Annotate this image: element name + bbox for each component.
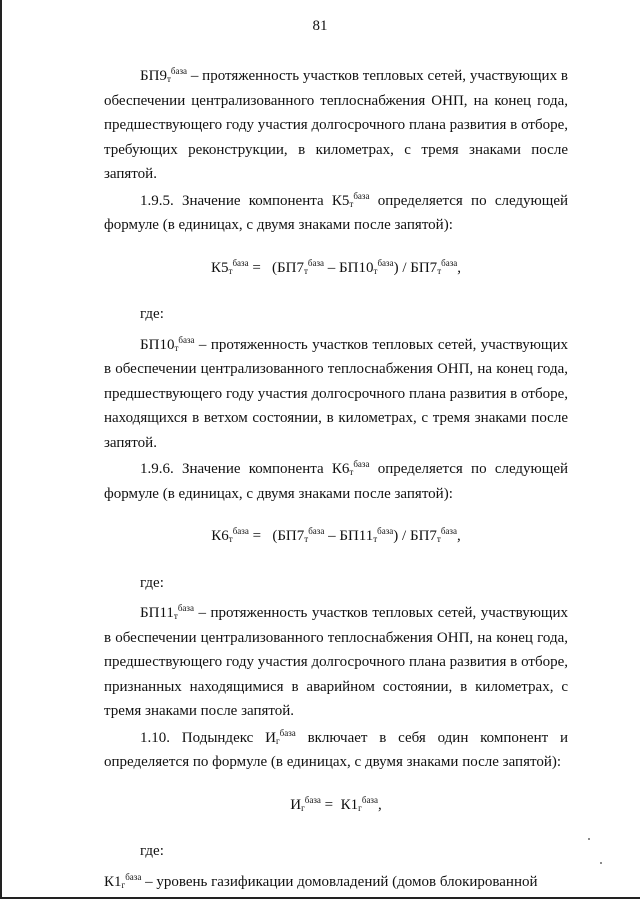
definition-bp11: [104, 601, 568, 724]
formula-k6: [104, 524, 568, 549]
subscript: т: [166, 74, 171, 84]
superscript: база: [178, 334, 195, 345]
subscript: г: [358, 802, 362, 813]
superscript: база: [279, 727, 296, 738]
formula-end: ,: [457, 259, 461, 276]
formula-term: БП7: [277, 528, 305, 544]
subscript: т: [228, 265, 233, 276]
subscript: т: [303, 265, 308, 276]
subscript: т: [173, 611, 178, 621]
definition-text: – уровень газификации домовладений (домов блокированной: [141, 873, 538, 890]
section-number: 1.10.: [140, 729, 170, 746]
section-intro: Значение компонента: [182, 192, 332, 209]
subscript: т: [304, 534, 309, 544]
subscript: г: [301, 802, 305, 813]
superscript: база: [177, 603, 194, 613]
formula-i: [104, 793, 568, 818]
section-intro: Значение компонента: [182, 461, 332, 477]
subscript: т: [373, 265, 378, 276]
superscript: база: [232, 526, 249, 536]
subscript: т: [174, 342, 179, 353]
subscript: т: [349, 198, 354, 209]
section-1-9-6: [104, 457, 568, 506]
where-label: где:: [140, 843, 164, 859]
formula-paren: (: [272, 528, 278, 544]
where-label: где:: [140, 306, 164, 322]
formula-equals: =: [320, 796, 337, 813]
definition-bp9: [104, 64, 568, 187]
scan-speck: [588, 838, 590, 840]
scan-speck: [600, 862, 602, 864]
formula-k5: [104, 256, 568, 281]
formula-term: БП7: [410, 259, 438, 276]
formula-term: БП10: [339, 259, 374, 276]
superscript: база: [307, 257, 325, 268]
subscript: г: [275, 735, 280, 746]
formula-term: БП7: [277, 259, 304, 276]
section-text: определяется по следующей формуле (в единицах, с двумя знаками после запятой):: [104, 461, 568, 502]
page-number: 81: [312, 18, 328, 34]
where-label: где:: [140, 574, 164, 591]
symbol: К5: [331, 192, 350, 209]
formula-minus: –: [324, 528, 340, 544]
superscript: база: [377, 526, 394, 536]
formula-lhs: И: [290, 796, 302, 813]
formula-paren: ): [393, 528, 399, 544]
symbol: К6: [331, 461, 350, 477]
scan-edge-left: [0, 0, 2, 899]
formula-lhs: К5: [210, 259, 229, 276]
formula-equals: =: [248, 259, 265, 276]
symbol: К1: [104, 873, 122, 890]
section-text: определяется по следующей формуле (в единицах, с двумя знаками после запятой):: [104, 192, 568, 233]
superscript: база: [441, 257, 458, 268]
section-1-10: [104, 726, 568, 775]
definition-k1: [104, 870, 568, 895]
formula-paren: (: [272, 259, 278, 276]
superscript: база: [377, 257, 394, 268]
formula-paren: ): [393, 259, 399, 276]
formula-term: БП7: [409, 528, 437, 544]
formula-term: БП11: [339, 528, 374, 544]
superscript: база: [170, 66, 188, 76]
section-number: 1.9.5.: [140, 192, 174, 209]
section-intro: Подындекс: [181, 729, 266, 746]
superscript: база: [440, 526, 457, 536]
subscript: т: [373, 534, 378, 544]
document-body: [104, 64, 568, 894]
symbol: И: [265, 729, 276, 746]
formula-divide: /: [398, 528, 410, 544]
formula-end: ,: [456, 528, 461, 544]
section-number: 1.9.6.: [140, 461, 174, 477]
definition-text: – протяженность участков тепловых сетей, участвующих в обеспечении централизованного теплоснабжения ОНП, на конец года, предшествующего году участия долгосрочного плана развития в отборе, признанных находящимися в аварийном состоянии, в километрах, с тремя знаками после запятой.: [104, 605, 568, 719]
subscript: т: [349, 467, 354, 477]
superscript: база: [304, 794, 321, 805]
formula-end: ,: [377, 796, 382, 813]
superscript: база: [125, 871, 142, 882]
symbol: БП10: [140, 336, 175, 353]
symbol: БП9: [140, 68, 167, 84]
definition-text: – протяженность участков тепловых сетей, участвующих в обеспечении централизованного теплоснабжения ОНП, на конец года, предшествующего году участия долгосрочного плана развития в отборе, требующих реконструкции, в километрах, с тремя знаками после запятой.: [104, 68, 568, 182]
symbol: БП11: [140, 605, 174, 621]
formula-equals: =: [248, 528, 265, 544]
subscript: т: [436, 534, 441, 544]
subscript: т: [437, 265, 442, 276]
formula-term: К1: [340, 796, 359, 813]
section-text: включает в себя один компонент и определяется по формуле (в единицах, с двумя знаками после запятой):: [104, 729, 568, 770]
superscript: база: [232, 257, 249, 268]
section-1-9-5: [104, 189, 568, 238]
subscript: т: [228, 534, 233, 544]
subscript: г: [121, 879, 126, 890]
definition-text: – протяженность участков тепловых сетей, участвующих в обеспечении централизованного теплоснабжения ОНП, на конец года, предшествующего году участия долгосрочного плана развития в отборе, находящихся в ветхом состоянии, в километрах, с тремя знаками после запятой.: [104, 336, 568, 451]
superscript: база: [308, 526, 325, 536]
definition-bp10: [104, 333, 568, 456]
formula-minus: –: [324, 259, 340, 276]
formula-lhs: К6: [211, 528, 229, 544]
formula-divide: /: [398, 259, 411, 276]
superscript: база: [361, 794, 378, 805]
superscript: база: [353, 459, 370, 469]
superscript: база: [353, 190, 370, 201]
